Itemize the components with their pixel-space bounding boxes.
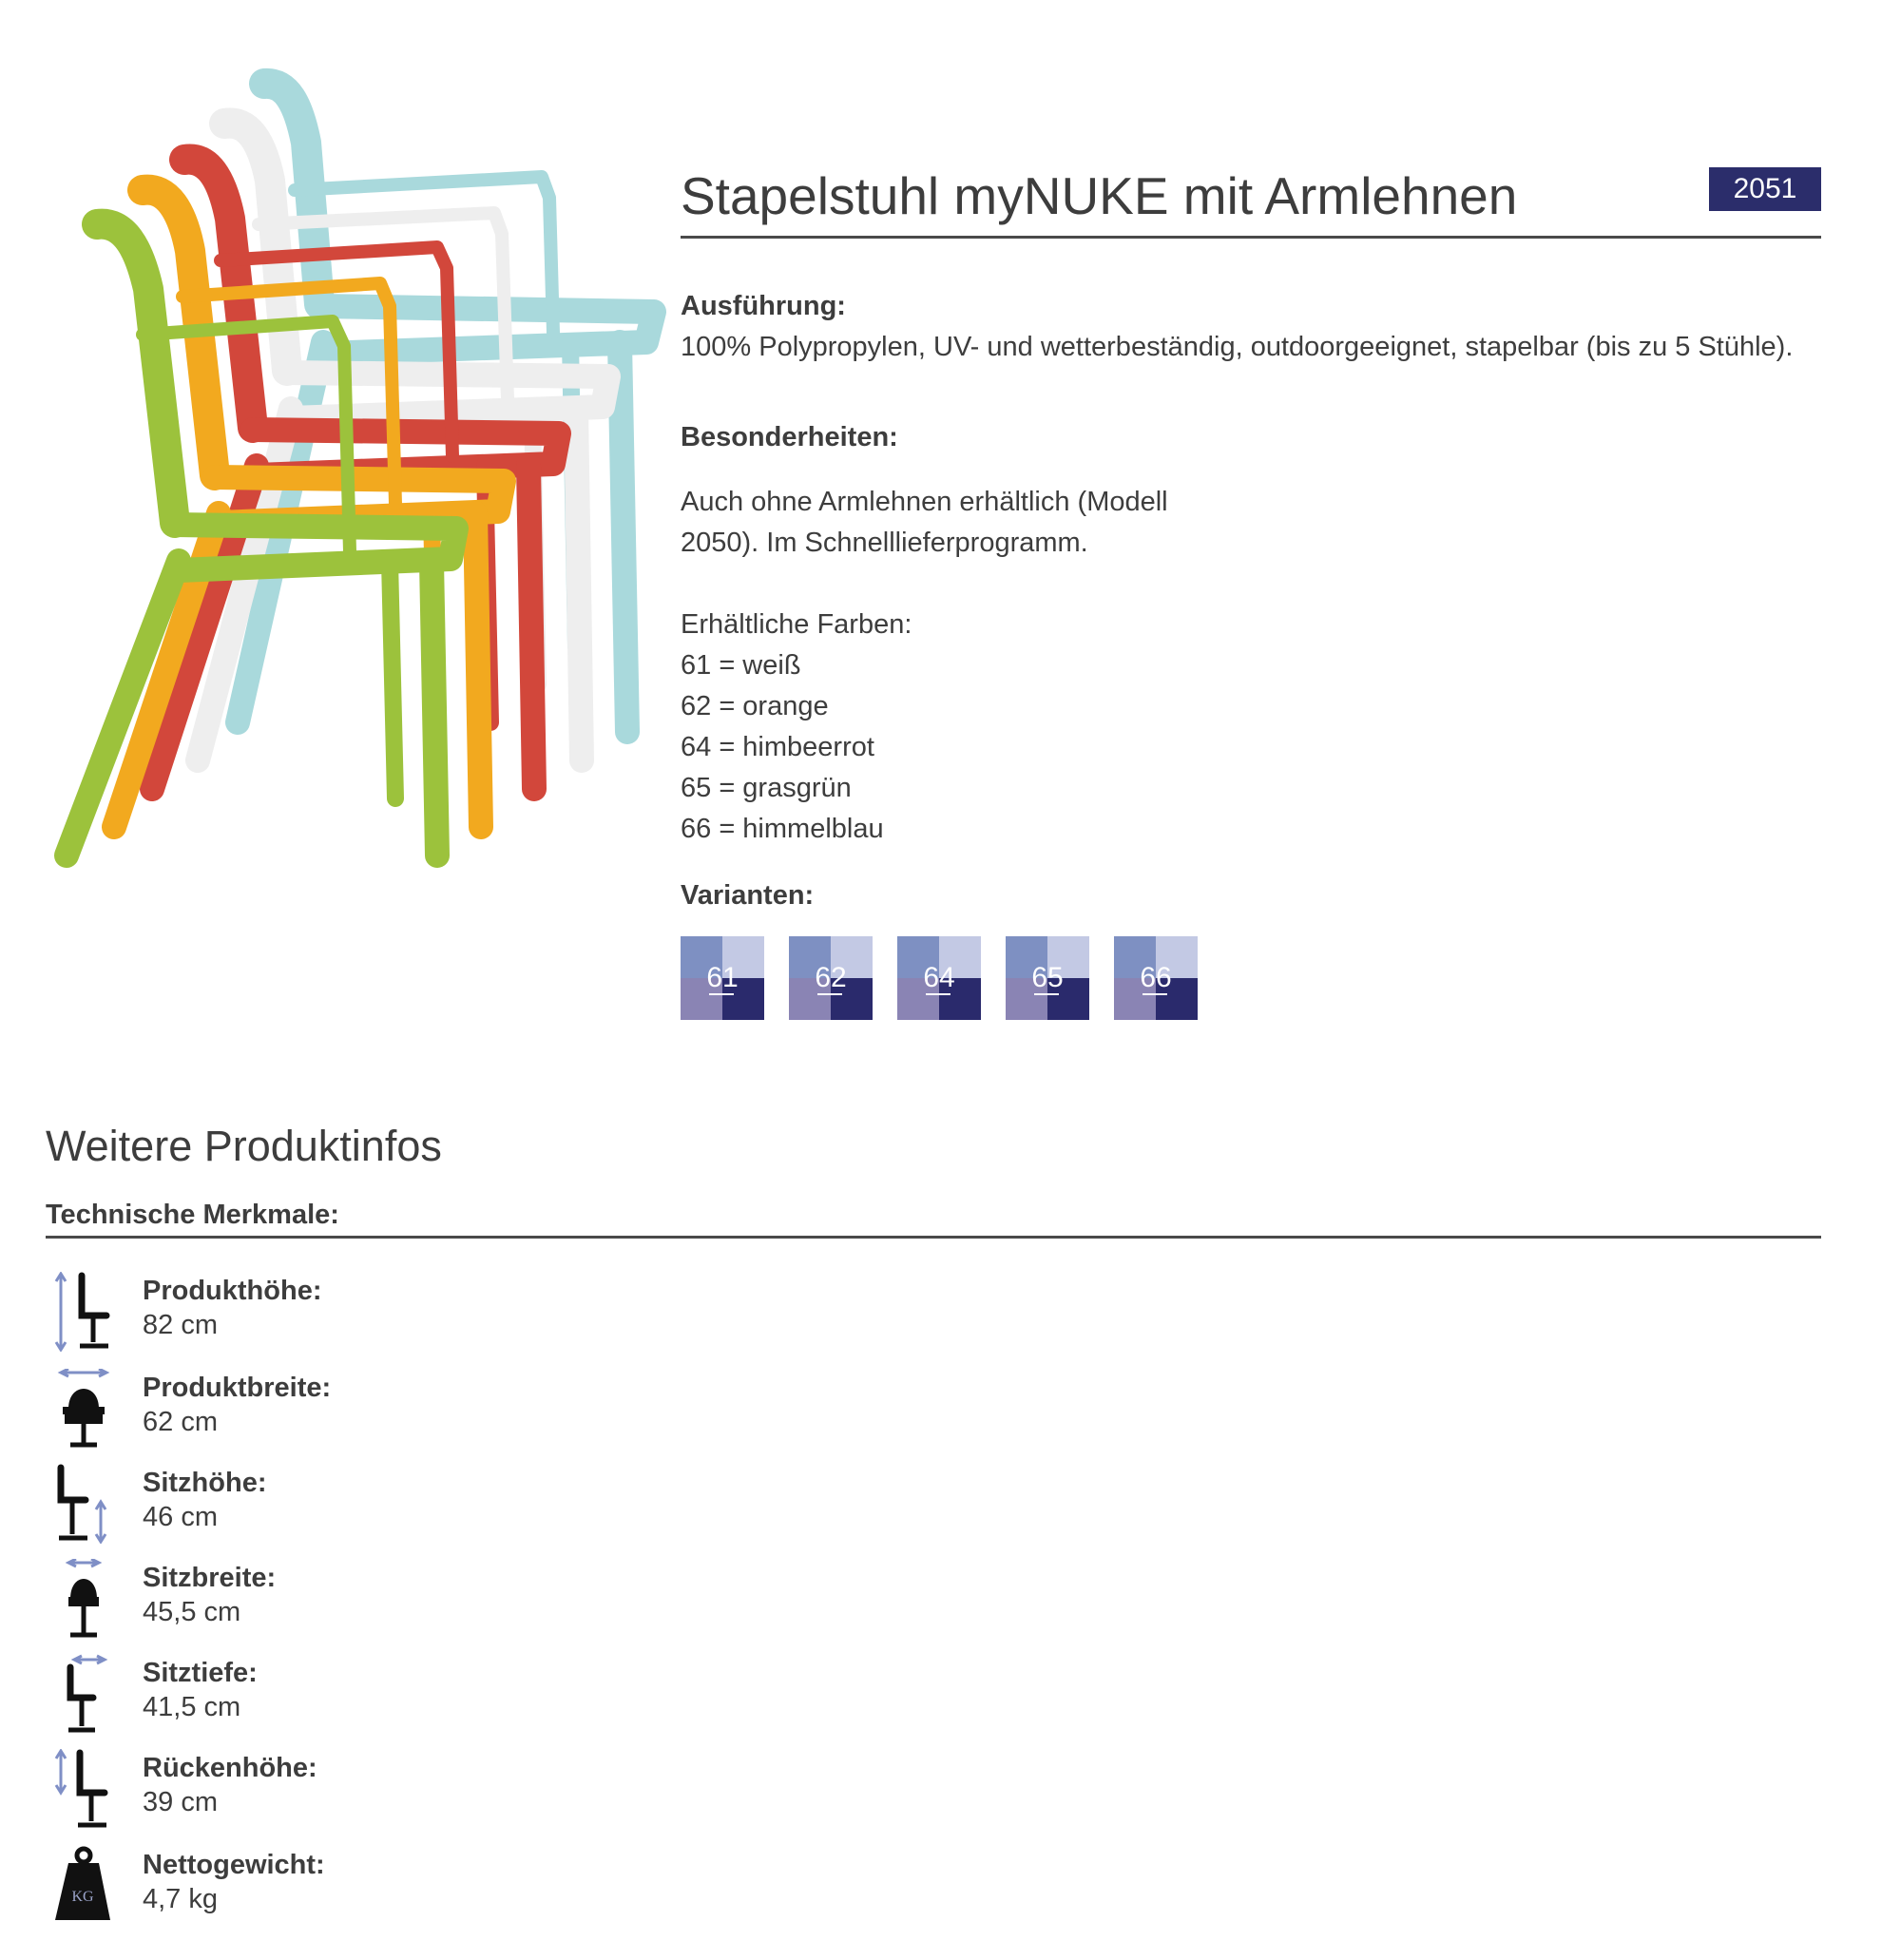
tech-features-header bbox=[46, 1200, 1821, 1239]
product-title-row bbox=[681, 160, 1821, 239]
spec-name: Produkthöhe: bbox=[143, 1276, 322, 1306]
back-height-icon bbox=[48, 1749, 124, 1829]
variant-code: 65 bbox=[1031, 962, 1064, 993]
seat-width-icon bbox=[48, 1559, 124, 1639]
besonderheiten-text-line1: Auch ohne Armlehnen erhältlich (Modell bbox=[681, 487, 1168, 517]
spec-value: 82 cm bbox=[143, 1310, 218, 1340]
tech-features-label: Technische Merkmale: bbox=[46, 1200, 339, 1230]
article-number-badge: 2051 bbox=[1709, 167, 1821, 211]
spec-value: 45,5 cm bbox=[143, 1597, 241, 1627]
product-title: Stapelstuhl myNUKE mit Armlehnen bbox=[681, 166, 1518, 225]
spec-rueckenhoehe bbox=[48, 1749, 713, 1836]
width-icon bbox=[48, 1369, 124, 1449]
spec-name: Sitzhöhe: bbox=[143, 1468, 267, 1498]
spec-name: Produktbreite: bbox=[143, 1373, 332, 1403]
spec-name: Rückenhöhe: bbox=[143, 1753, 317, 1783]
besonderheiten-text-line2: 2050). Im Schnelllieferprogramm. bbox=[681, 528, 1088, 558]
farbe-item: 64 = himbeerrot bbox=[681, 732, 874, 762]
spec-name: Nettogewicht: bbox=[143, 1850, 325, 1880]
variant-code: 64 bbox=[923, 962, 955, 993]
spec-value: 39 cm bbox=[143, 1787, 218, 1817]
spec-produkthoehe bbox=[48, 1272, 713, 1359]
farbe-item: 62 = orange bbox=[681, 691, 829, 721]
varianten-label: Varianten: bbox=[681, 880, 815, 911]
spec-nettogewicht bbox=[48, 1846, 713, 1933]
spec-value: 41,5 cm bbox=[143, 1692, 241, 1722]
spec-produktbreite bbox=[48, 1369, 713, 1456]
variant-swatch-64[interactable] bbox=[897, 936, 981, 1020]
height-icon bbox=[48, 1272, 124, 1352]
variant-code: 61 bbox=[706, 962, 739, 993]
spec-sitztiefe bbox=[48, 1654, 713, 1741]
seat-height-icon bbox=[48, 1464, 124, 1544]
spec-sitzhoehe bbox=[48, 1464, 713, 1551]
variant-swatch-66[interactable] bbox=[1114, 936, 1198, 1020]
variant-swatch-65[interactable] bbox=[1006, 936, 1089, 1020]
variant-code: 62 bbox=[815, 962, 847, 993]
more-info-title: Weitere Produktinfos bbox=[46, 1122, 442, 1170]
spec-value: 62 cm bbox=[143, 1407, 218, 1437]
variant-code: 66 bbox=[1140, 962, 1172, 993]
spec-sitzbreite bbox=[48, 1559, 713, 1646]
spec-value: 46 cm bbox=[143, 1502, 218, 1532]
farbe-item: 66 = himmelblau bbox=[681, 814, 884, 844]
besonderheiten-label: Besonderheiten: bbox=[681, 422, 898, 452]
spec-name: Sitztiefe: bbox=[143, 1658, 258, 1688]
weight-icon-label: KG bbox=[71, 1889, 94, 1905]
variant-swatch-61[interactable] bbox=[681, 936, 764, 1020]
variant-swatch-62[interactable] bbox=[789, 936, 873, 1020]
farben-heading: Erhältliche Farben: bbox=[681, 609, 912, 640]
ausfuehrung-text: 100% Polypropylen, UV- und wetterbeständig, outdoorgeeignet, stapelbar (bis zu 5 Stühle). bbox=[681, 332, 1794, 362]
weight-icon bbox=[48, 1846, 124, 1926]
spec-value: 4,7 kg bbox=[143, 1884, 218, 1914]
farbe-item: 61 = weiß bbox=[681, 650, 801, 681]
farbe-item: 65 = grasgrün bbox=[681, 773, 852, 803]
seat-depth-icon bbox=[48, 1654, 124, 1734]
variant-swatches bbox=[681, 936, 1213, 1022]
ausfuehrung-label: Ausführung: bbox=[681, 291, 846, 321]
spec-name: Sitzbreite: bbox=[143, 1563, 277, 1593]
product-image-stacked-chairs bbox=[38, 57, 684, 894]
